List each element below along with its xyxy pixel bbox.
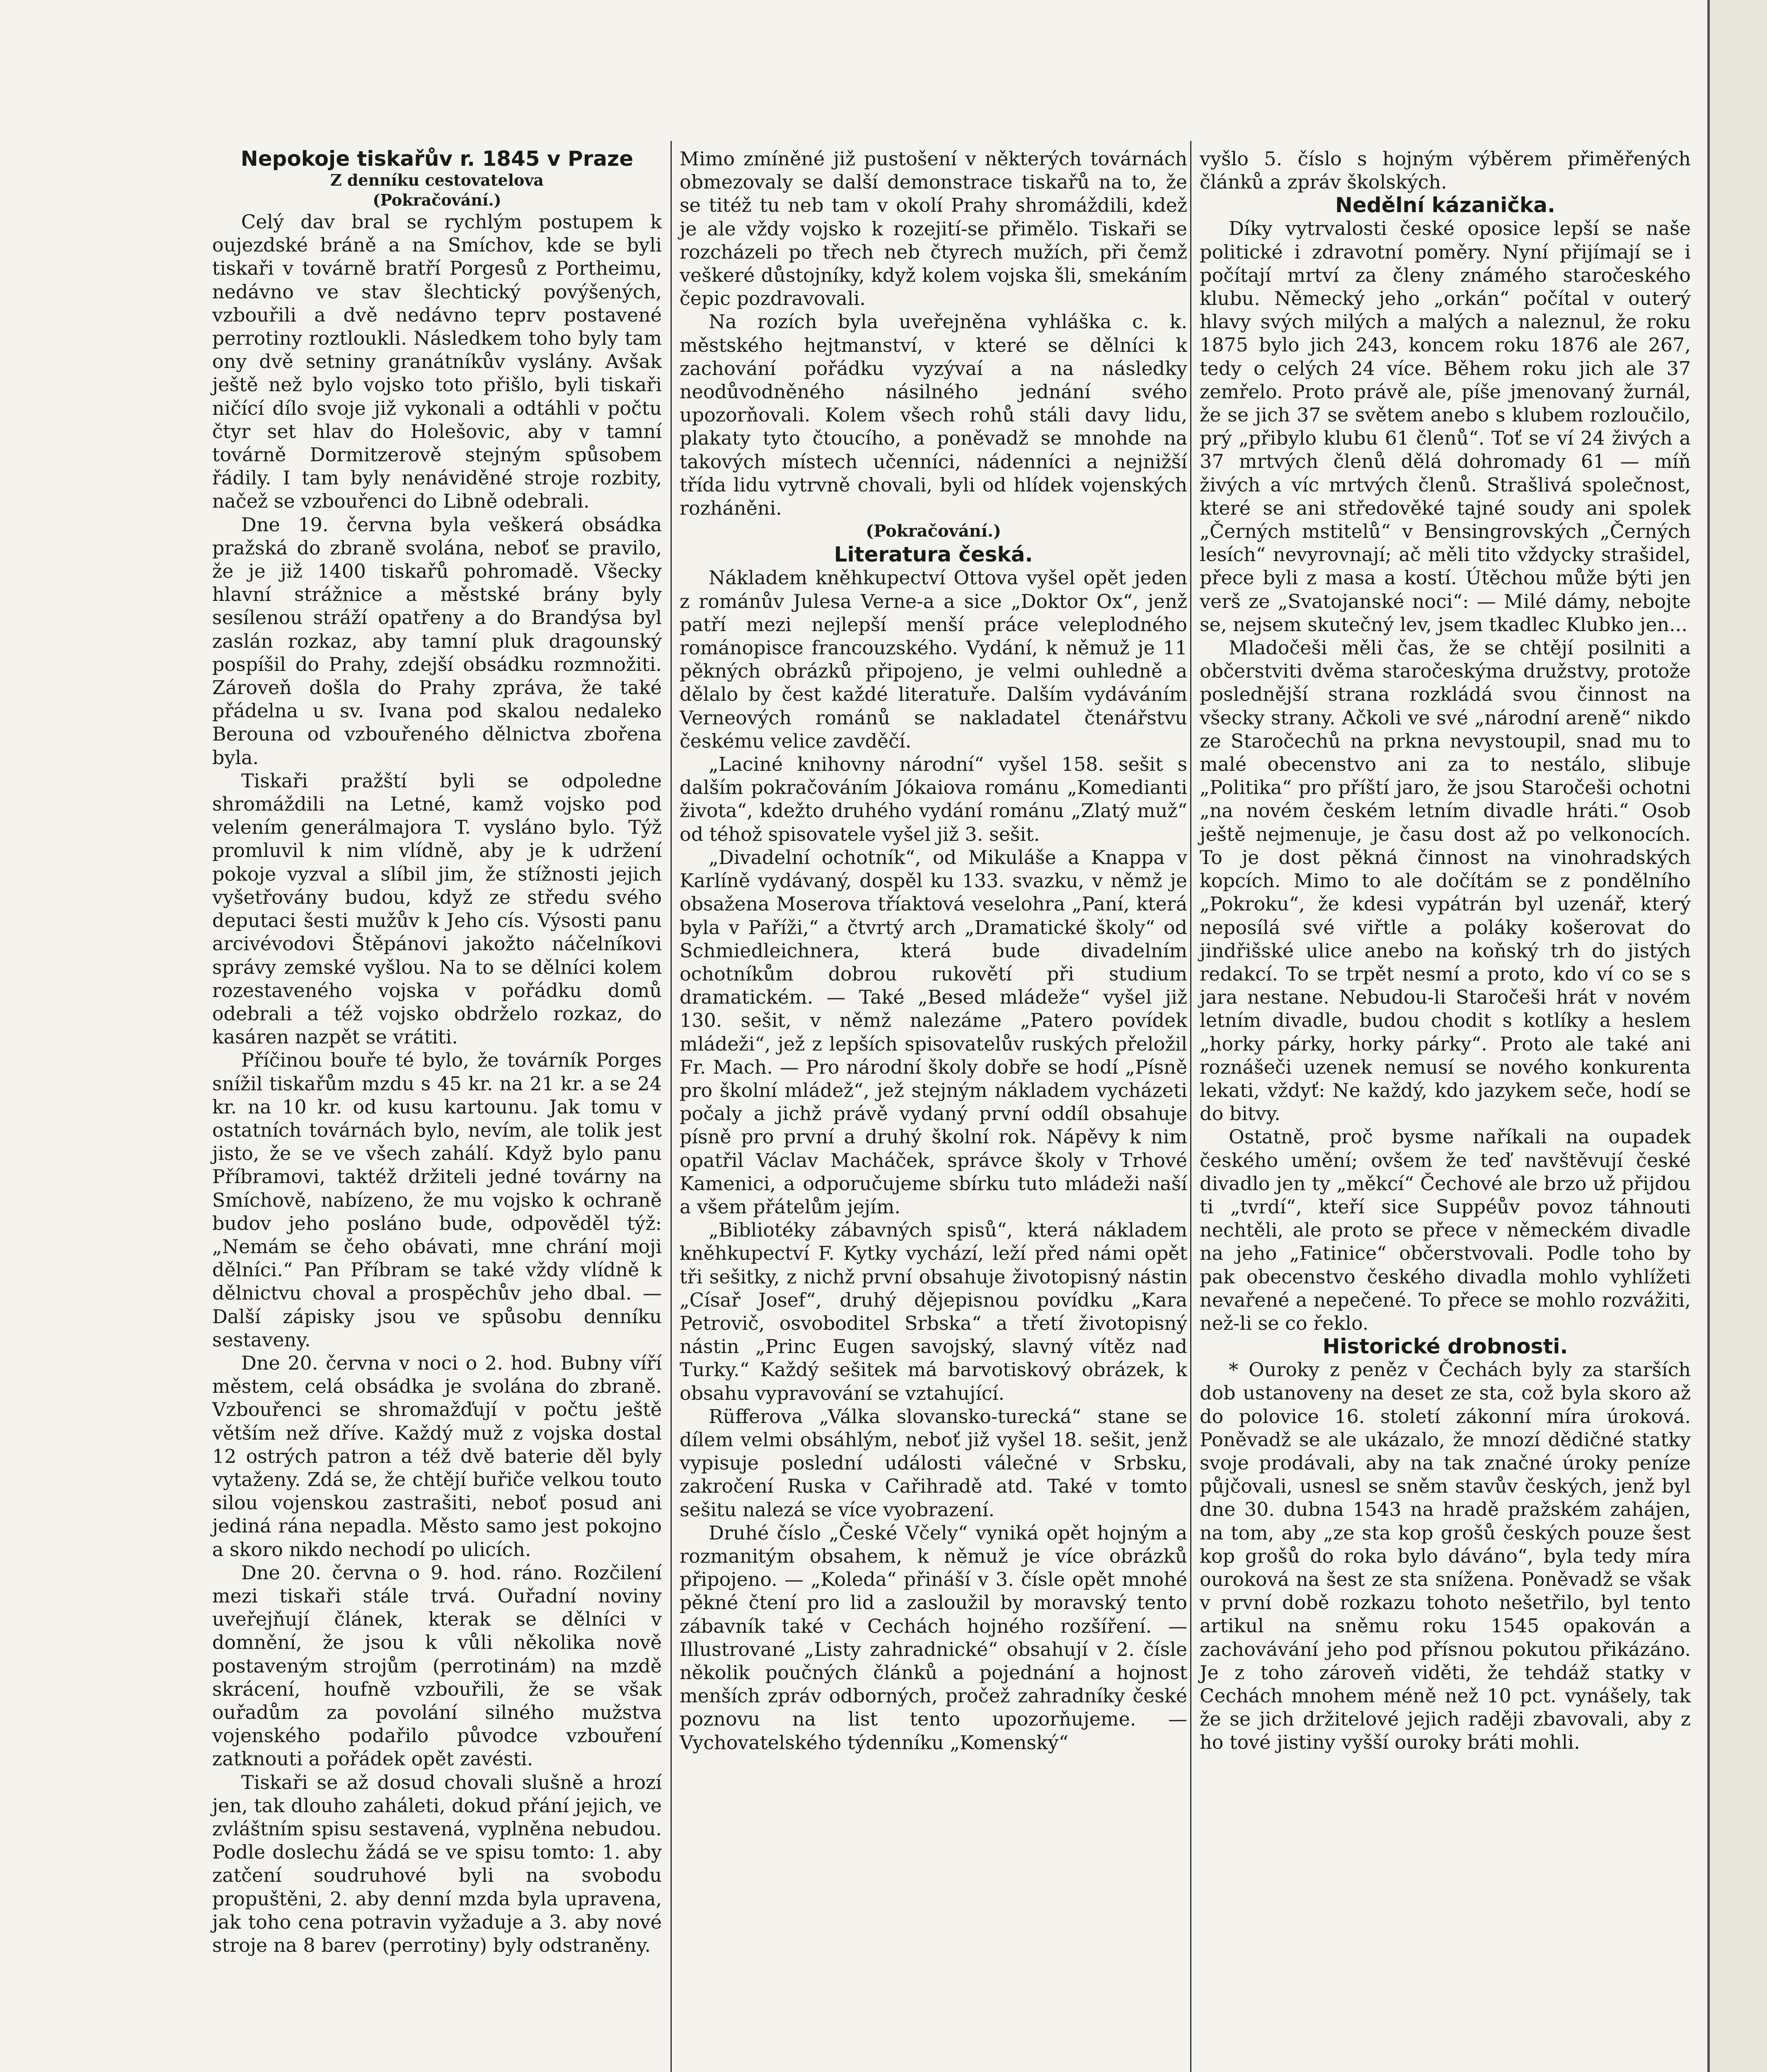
paragraph: Dne 20. června v noci o 2. hod. Bubny víří městem, celá obsádka je svolána do zbraně. Vzbouřenci se shromažďují v počtu ještě větším než dříve. Každý muž z vojska dostal 12 ostrých patron a též dvě baterie děl byly vytaženy. Zdá se, že chtějí buřiče velkou touto silou vojenskou zastrašiti, neboť posud ani jediná rána nepadla. Město samo jest pokojno a skoro nikdo nechodí po ulicích. — [212, 1351, 662, 1561]
section-title: Historické drobnosti. — [1322, 1334, 1568, 1359]
section-title: Nedělní kázanička. — [1335, 193, 1555, 218]
paragraph: Ostatně, proč bysme naříkali na oupadek českého umění; ovšem že teď navštěvují české divadlo jen ty „měkcí“ Čechové ale brzo už přijdou ti „tvrdí“, kteří sice Suppéův povoz táhnouti nechtěli, ale proto se přece v německém divadle na jeho „Fatinice“ občerstvovali. Podle toho by pak obecenstvo českého divadla mohlo vyhlížeti nevařené a nepečené. To přece se mohlo rozvážiti, než-li se co řeklo. — [1200, 1126, 1691, 1334]
paragraph: Nákladem kněhkupectví Ottova vyšel opět jeden z románův Julesa Verne-a a sice „Doktor Ox“, jenž patří mezi nejlepší menší práce veleplodného románopisce francouzského. Vydání, k němuž je 11 pěkných obrázků připojeno, je velmi ouhledně a dělalo by čest každé literatuře. Dalším vydáváním Verneových románů se nakladatel čtenářstvu českému velice zavděčí. — [680, 566, 1187, 752]
continuation-mark: (Pokračování.) — [866, 521, 1001, 541]
paragraph: Díky vytrvalosti české oposice lepší se naše politické i zdravotní poměry. Nyní přijímají se i počítají mrtví za členy známého staročeského klubu. Německý jeho „orkán“ počítal v outerý hlavy svých milých a malých a naleznul, že roku 1875 bylo jich 243, koncem roku 1876 ale 267, tedy o celých 24 více. Během roku jich ale 37 zemřelo. Proto právě ale, píše jmenovaný žurnál, že se jich 37 se světem anebo s klubem rozloučilo, prý „přibylo klubu 61 členů“. Toť se ví 24 živých a 37 mrtvých členů dělá dohromady 61 — míň živých a víc mrtvých členů. Strašlivá společnost, které se ani středověké tajné soudy ani spolek „Černých mstitelů“ v Bensingrovských „Černých lesích“ nevyrovnají; ač měli tito vždycky strašidel, přece byli z masa a kostí. Útěchou může býti jen verš ze „Svatojanské noci“: — Milé dámy, nebojte se, nejsem skutečný lev, jsem tkadlec Klubko jen... — [1200, 217, 1691, 636]
paragraph: * Ouroky z peněz v Čechách byly za starších dob ustanoveny na deset ze sta, což byla skoro až do polovice 16. století zákonní míra úroková. Poněvadž se ale ukázalo, že mnozí dědičné statky svoje prodávali, aby na tak značné úroky peníze půjčovali, usnesl se sněm stavův českých, jenž byl dne 30. dubna 1543 na hradě pražském zahájen, na tom, aby „ze sta kop grošů českých pouze šest kop grošů do roka bylo dáváno“, byla tedy míra ouroková na šest ze sta snížena. Poněvadž se však v první době rozkazu tohoto nešetřilo, byl tento artikul na sněmu roku 1545 opakován a zachovávání jeho pod přísnou pokutou přikázáno. Je z toho zároveň viděti, že tehdáž statky v Cechách mnohem méně než 10 pct. vynášely, tak že se jich držitelové jejich raději zbavovali, aby z ho tové jistiny vyšší ouroky bráti mohli. — [1200, 1358, 1691, 1754]
paragraph: Mimo zmíněné již pustošení v některých továrnách obmezovaly se další demonstrace tiskařů na to, že se titéž tu neb tam v okolí Prahy shromáždili, kdež je ale vždy vojsko k rozejití-se přimělo. Tiskaři se rozcházeli po třech neb čtyrech mužích, při čemž veškeré důstojníky, když kolem vojska šli, smekáním čepic pozdravovali. — [680, 148, 1187, 310]
column-2 — [680, 147, 1187, 1754]
paragraph: Dne 20. června o 9. hod. ráno. Rozčilení mezi tiskaři stále trvá. Ouřadní noviny uveřejňují článek, kterak se dělníci v domnění, že jsou k vůli několika nově postaveným strojům (perrotinám) na mzdě skrácení, houfně vzbouřili, že se však ouřadům za povolání silného mužstva vojenského podařilo původce vzbouření zatknouti a pořádek opět zavésti. — [212, 1561, 662, 1770]
paragraph: Tiskaři se až dosud chovali slušně a hrozí jen, tak dlouho zaháleti, dokud přání jejich, ve zvláštním spisu sestavená, vyplněna nebudou. Podle doslechu žádá se ve spisu tomto: 1. aby zatčení soudruhové byli na svobodu propuštěni, 2. aby denní mzda byla upravena, jak toho cena potravin vyžaduje a 3. aby nové stroje na 8 barev (perrotiny) byly odstraněny. — [212, 1771, 662, 1957]
paragraph: „Divadelní ochotník“, od Mikuláše a Knappa v Karlíně vydávaný, dospěl ku 133. svazku, v němž je obsažena Moserova tříaktová veselohra „Paní, která byla v Paříži,“ a čtvrtý arch „Dramatické školy“ od Schmiedleichnera, která bude divadelním ochotníkům dobrou rukovětí při studium dramatickém. — Také „Besed mládeže“ vyšel již 130. sešit, v němž nalezáme „Patero povídek mládeži“, jež z lepších spisovatelův ruských přeložil Fr. Mach. — Pro národní školy dobře se hodí „Písně pro školní mládež“, jež stejným nákladem vycházeti počaly a jichž právě vydaný první oddíl obsahuje písně pro první a druhý školní rok. Nápěvy k nim opatřil Václav Macháček, správce školy v Trhové Kamenici, a odporučujeme sbírku tuto mládeži naší a všem přátelům jejím. — [680, 846, 1187, 1218]
continuation-mark: (Pokračování.) — [373, 191, 501, 209]
page-margin — [1710, 0, 1767, 2072]
paragraph: Příčinou bouře té bylo, že továrník Porges snížil tiskařům mzdu s 45 kr. na 21 kr. a se 24 kr. na 10 kr. od kusu kartounu. Jak tomu v ostatních továrnách bylo, nevím, ale tolik jest jisto, že se ve všech zahálí. Když bylo panu Příbramovi, taktéž držiteli jedné továrny na Smíchově, nabízeno, že mu vojsko k ochraně budov jeho posláno bude, odpověděl týž: „Nemám se čeho obávati, mne chrání moji dělníci.“ Pan Příbram se také vždy vlídně k dělnictvu choval a prospěchův jeho dbal. — Další zápisky jsou ve spůsobu denníku sestaveny. — [212, 1049, 662, 1351]
section-title: Literatura česká. — [834, 542, 1033, 567]
paragraph: „Bibliotéky zábavných spisů“, která nákladem kněhkupectví F. Kytky vychází, leží před námi opět tři sešitky, z nichž první obsahuje životopisný nástin „Císař Josef“, druhý dějepisnou povídku „Kara Petrovič, osvoboditel Srbska“ a třetí životopisný nástin „Princ Eugen savojský, slavný vítěz nad Turky.“ Každý sešitek má barvotiskový obrázek, k obsahu vypravování se vztahující. — [680, 1219, 1187, 1404]
paragraph: „Laciné knihovny národní“ vyšel 158. sešit s dalším pokračováním Jókaiova románu „Komedianti života“, kdežto druhého vydání románu „Zlatý muž“ od téhož spisovatele vyšel již 3. sešit. — [680, 753, 1187, 845]
paragraph: Tiskaři pražští byli se odpoledne shromáždili na Letné, kamž vojsko pod velením generálmajora T. vysláno bylo. Týž promluvil k nim vlídně, aby je k udržení pokoje vyzval a slíbil jim, že stížnosti jejich vyšetřovány budou, když ze středu svého deputaci šesti mužův k Jeho cís. Výsosti panu arcivévodovi Štěpánovi jakožto náčelníkovi správy zemské vyšlou. Na to se dělníci kolem rozestaveného vojska v pořádku domů odebrali a též vojsko obdrželo rozkaz, do kasáren nazpět se vrátiti. — [212, 769, 662, 1048]
paragraph: Celý dav bral se rychlým postupem k oujezdské bráně a na Smíchov, kde se byli tiskaři v továrně bratří Porgesů z Portheimu, nedávno ve stav šlechtický povýšených, vzbouřili a dvě nedávno teprv postavené perrotiny roztloukli. Následkem toho byly tam ony dvě setniny granátníkův vyslány. Avšak ještě než bylo vojsko toto přišlo, byli tiskaři ničící dílo svoje již vykonali a odtáhli v počtu čtyr set hlav do Holešovic, aby v tamní továrně Dormitzerově stejným spůsobem řádily. I tam byly nenáviděné stroje rozbity, načež se vzbouřenci do Libně odebrali. — [212, 211, 662, 513]
paragraph: Druhé číslo „České Včely“ vyniká opět hojným a rozmanitým obsahem, k němuž je více obrázků připojeno. — „Koleda“ přináší v 3. čísle opět mnohé pěkné čtení pro lid a zasloužil by moravský tento zábavník také v Cechách hojného rozšíření. — Illustrované „Listy zahradnické“ obsahují v 2. čísle několik poučných článků a pojednání a hojnost menších zpráv odborných, pročež zahradníky české poznovu na list tento upozorňujeme. — Vychovatelského týdenníku „Komenský“ — [680, 1521, 1187, 1754]
column-1 — [212, 147, 662, 1957]
column-3 — [1200, 147, 1691, 1754]
column-rule — [670, 141, 672, 2072]
paragraph: vyšlo 5. číslo s hojným výběrem přiměřených článků a zpráv školských. — [1200, 148, 1691, 194]
paragraph: Na rozích byla uveřejněna vyhláška c. k. městského hejtmanství, v které se dělníci k zachování pořádku vyzývaí a na následky neodůvodněného násilného jednání svého upozorňovali. Kolem všech rohů stáli davy lidu, plakaty tyto čtoucího, a poněvadž se mnohde na takových místech učenníci, nádenníci a nejnižší třída lidu vytrvně chovali, byli od hlídek vojenských rozháněni. — [680, 310, 1187, 520]
paragraph: Mladočeši měli čas, že se chtějí posilniti a občerstviti dvěma staročeskýma družstvy, protože poslednější strana rozkládá svou činnost na všecky strany. Ačkoli ve své „národní areně“ nikdo ze Staročechů na prkna nevystoupil, snad mu to malé obecenstvo ani za to nestálo, slibuje „Politika“ pro příští jaro, že jsou Staročeši ochotni „na novém českém letním divadle hráti.“ Osob ještě nejmenuje, je času dost až po velkonocích. To je dost pěkná činnost na vinohradských kopcích. Mimo to ale dočítám se z pondělního „Pokroku“, že kdesi vypátrán byl uzenář, který neposílá své viřtle a poláky košerovat do jindřišské ulice anebo na koňský trh do jistých redakcí. To se trpět nesmí a proto, kdo ví co se s jara nestane. Nebudou-li Staročeši hrát v novém letním divadle, budou chodit s kotlíky a heslem „horky párky, horky párky“. Proto ale také ani roznášeči uzenek nemusí se nového konkurenta lekati, vždyť: Ne každý, kdo jazykem seče, hodí se do bitvy. — [1200, 637, 1691, 1125]
article-title: Nepokoje tiskařův r. 1845 v Praze — [240, 147, 634, 171]
paragraph: Rüfferova „Válka slovansko-turecká“ stane se dílem velmi obsáhlým, neboť již vyšel 18. sešit, jenž vypisuje poslední události válečné v Srbsku, zakročení Ruska v Cařihradě atd. Také v tomto sešitu nalezá se více vyobrazení. — [680, 1405, 1187, 1521]
paragraph: Dne 19. června byla veškerá obsádka pražská do zbraně svolána, neboť se pravilo, že je již 1400 tiskařů pohromadě. Všecky hlavní strážnice a městské brány byly sesílenou stráží opatřeny a do Brandýsa byl zaslán rozkaz, aby tamní pluk dragounský pospíšil do Prahy, zdejší obsádku rozmnožiti. Zároveň došla do Prahy zpráva, že také přádelna u sv. Ivana pod skalou nedaleko Berouna od vzbouřeného dělnictva zbořena byla. — [212, 513, 662, 769]
article-subtitle: Z denníku cestovatelova — [330, 171, 544, 189]
column-rule — [1190, 141, 1191, 2072]
